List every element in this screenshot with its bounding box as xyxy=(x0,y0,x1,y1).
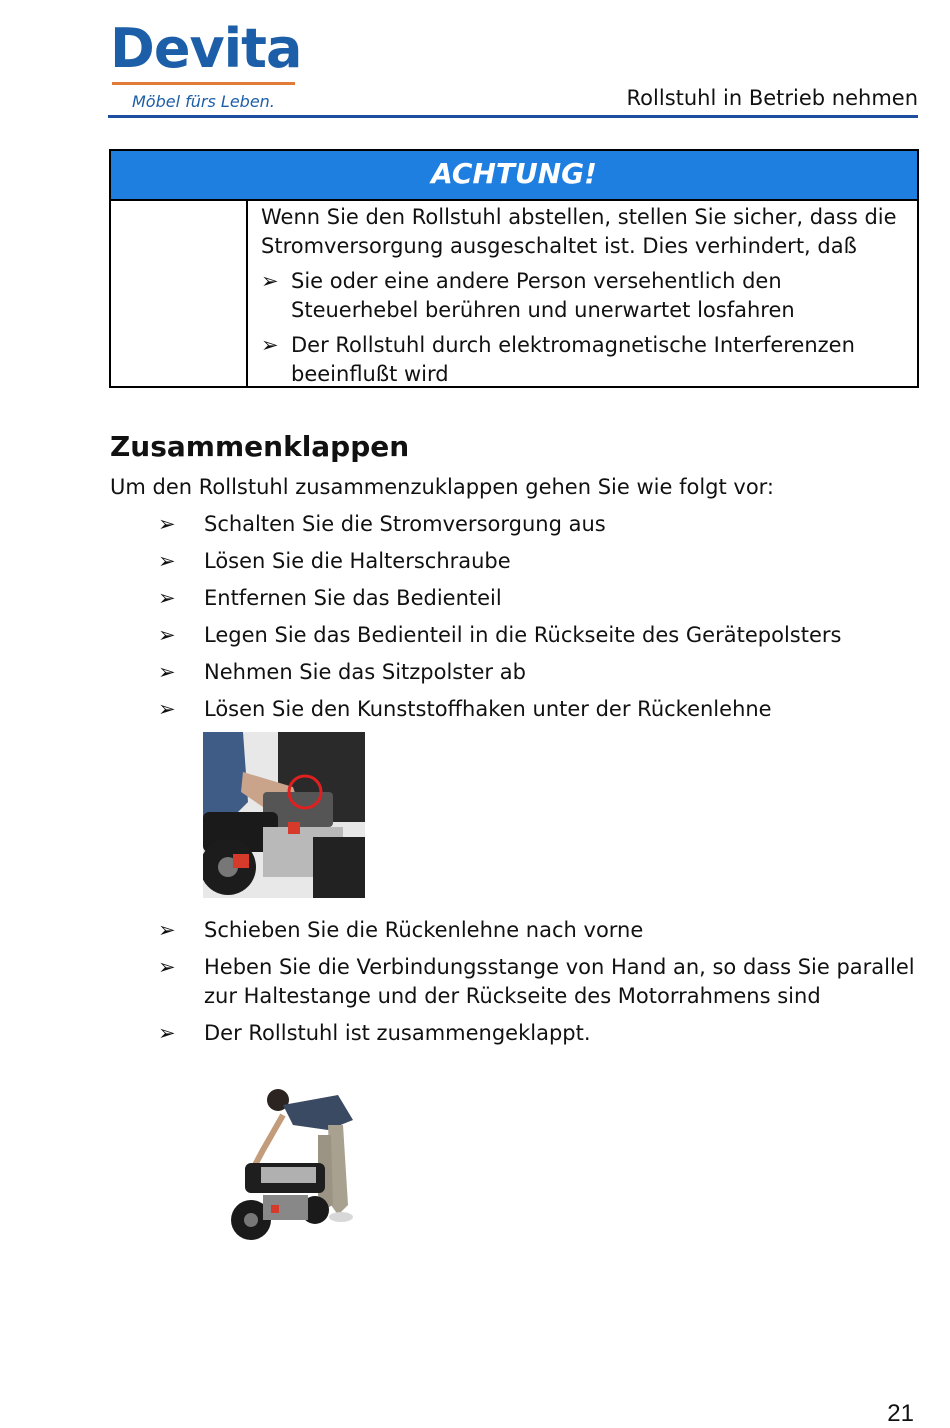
backrest-hook-photo xyxy=(203,732,365,898)
list-item xyxy=(158,547,928,584)
arrow-bullet-icon: ➢ xyxy=(158,623,176,647)
warning-item xyxy=(261,331,911,389)
step-text: Heben Sie die Verbindungsstange von Hand an, so dass Sie parallel zur Haltestange und der Rückseite des Motorrahmens sind xyxy=(204,955,915,1008)
page-number: 21 xyxy=(887,1400,914,1427)
logo-tagline: Möbel fürs Leben. xyxy=(132,92,275,111)
step-text: Nehmen Sie das Sitzpolster ab xyxy=(204,660,526,684)
step-text: Der Rollstuhl ist zusammengeklappt. xyxy=(204,1021,591,1045)
warning-item xyxy=(261,267,911,325)
warning-text: Wenn Sie den Rollstuhl abstellen, stellen Sie sicher, dass die Stromversorgung ausgeschaltet ist. Dies verhindert, daß xyxy=(261,205,897,258)
arrow-bullet-icon: ➢ xyxy=(158,955,176,979)
section-heading: Zusammenklappen xyxy=(110,430,410,463)
list-item xyxy=(158,1019,928,1056)
warning-body xyxy=(261,203,911,389)
header-section-title: Rollstuhl in Betrieb nehmen xyxy=(626,86,918,110)
steps-list-b xyxy=(158,916,928,1056)
arrow-bullet-icon: ➢ xyxy=(158,586,176,610)
list-item xyxy=(158,953,928,1019)
step-text: Schalten Sie die Stromversorgung aus xyxy=(204,512,606,536)
list-item xyxy=(158,510,928,547)
logo-underline xyxy=(112,82,295,85)
arrow-bullet-icon: ➢ xyxy=(158,697,176,721)
list-item xyxy=(158,584,928,621)
arrow-bullet-icon: ➢ xyxy=(158,549,176,573)
list-item xyxy=(158,695,928,732)
section-intro: Um den Rollstuhl zusammenzuklappen gehen Sie wie folgt vor: xyxy=(110,475,775,499)
warning-item-text: Der Rollstuhl durch elektromagnetische Interferenzen beeinflußt wird xyxy=(291,333,855,386)
step-text: Lösen Sie den Kunststoffhaken unter der Rückenlehne xyxy=(204,697,772,721)
header-divider xyxy=(108,115,918,118)
list-item xyxy=(158,916,928,953)
step-text: Legen Sie das Bedienteil in die Rückseite des Gerätepolsters xyxy=(204,623,842,647)
step-text: Schieben Sie die Rückenlehne nach vorne xyxy=(204,918,644,942)
devita-logo xyxy=(110,17,302,118)
steps-list-a xyxy=(158,510,928,732)
arrow-bullet-icon: ➢ xyxy=(158,918,176,942)
arrow-bullet-icon: ➢ xyxy=(158,1021,176,1045)
arrow-bullet-icon: ➢ xyxy=(261,333,279,357)
warning-item-text: Sie oder eine andere Person versehentlich den Steuerhebel berühren und unerwartet losfahren xyxy=(291,269,795,322)
warning-icon-cell xyxy=(111,201,248,386)
step-text: Lösen Sie die Halterschraube xyxy=(204,549,511,573)
step-text: Entfernen Sie das Bedienteil xyxy=(204,586,502,610)
logo-wordmark: Devita xyxy=(110,17,302,80)
folded-wheelchair-photo xyxy=(203,1055,383,1260)
arrow-bullet-icon: ➢ xyxy=(158,512,176,536)
warning-header xyxy=(111,151,917,201)
list-item xyxy=(158,658,928,695)
warning-title: ACHTUNG! xyxy=(431,157,597,190)
list-item xyxy=(158,621,928,658)
warning-box xyxy=(109,149,919,388)
arrow-bullet-icon: ➢ xyxy=(158,660,176,684)
arrow-bullet-icon: ➢ xyxy=(261,269,279,293)
